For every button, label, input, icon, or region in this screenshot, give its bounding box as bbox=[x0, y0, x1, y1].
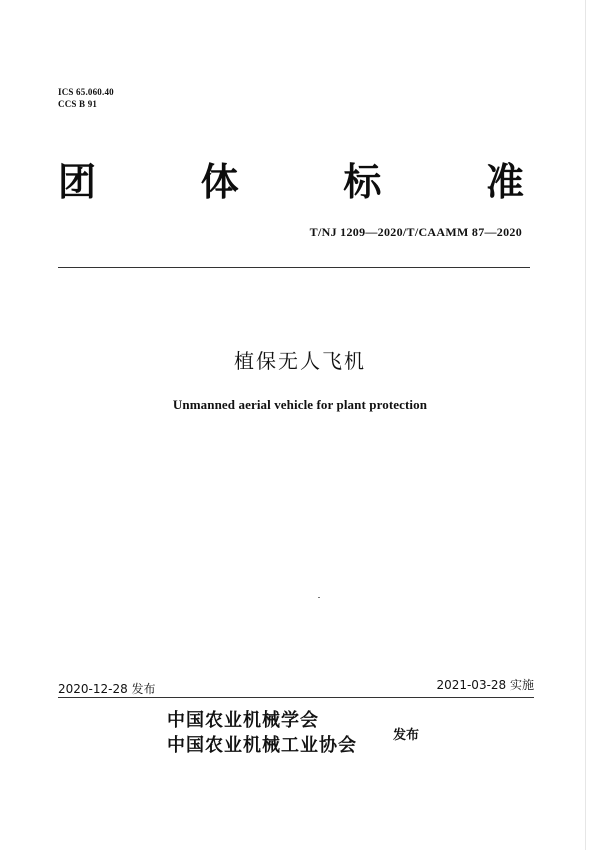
publish-date: 2020-12-28 发布 bbox=[58, 682, 156, 696]
publish-label: 发布 bbox=[393, 728, 420, 743]
ccs-code: CCS B 91 bbox=[58, 99, 98, 109]
standard-type-title bbox=[58, 160, 524, 204]
title-char-2: 体 bbox=[200, 160, 239, 204]
publisher-list bbox=[167, 708, 357, 758]
standard-number: T/NJ 1209—2020/T/CAAMM 87—2020 bbox=[309, 225, 522, 239]
title-char-3: 标 bbox=[343, 160, 382, 204]
effective-date: 2021-03-28 实施 bbox=[436, 678, 534, 692]
page-edge bbox=[585, 0, 586, 850]
publisher-org-2: 中国农业机械工业协会 bbox=[167, 735, 357, 756]
title-char-4: 准 bbox=[485, 160, 524, 204]
title-char-1: 团 bbox=[58, 160, 97, 204]
document-title-en: Unmanned aerial vehicle for plant protection bbox=[172, 397, 428, 412]
document-title-zh: 植保无人飞机 bbox=[234, 349, 366, 373]
bottom-divider bbox=[58, 697, 534, 698]
top-divider bbox=[58, 267, 530, 268]
ics-code: ICS 65.060.40 bbox=[58, 87, 114, 97]
scan-speck bbox=[318, 597, 320, 598]
classification-codes bbox=[58, 86, 114, 110]
publisher-org-1: 中国农业机械学会 bbox=[167, 710, 319, 731]
